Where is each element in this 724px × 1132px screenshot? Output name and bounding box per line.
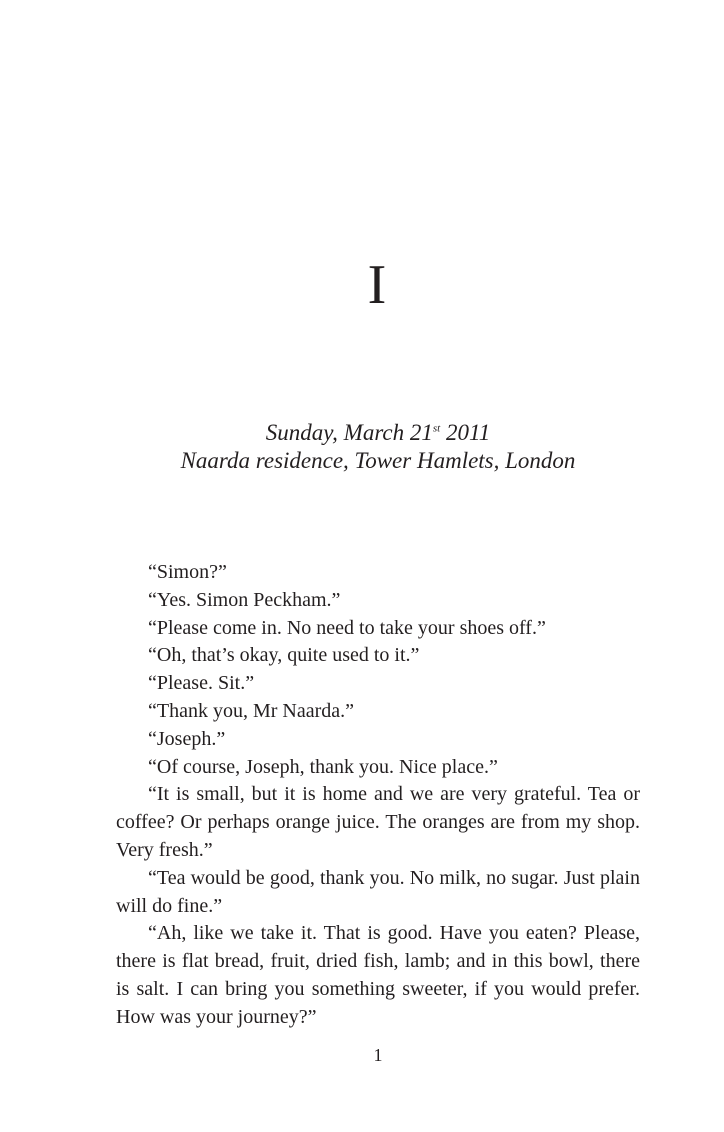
- paragraph: “Simon?”: [148, 561, 227, 583]
- paragraph: “Please. Sit.”: [148, 672, 255, 695]
- date-main: Sunday, March 21: [265, 420, 433, 445]
- page-number: 1: [373, 1045, 383, 1065]
- paragraph: “Ah, like we take it. That is good. Have you eaten? Please, there is flat bread, fruit, dried fish, lamb; and in this bowl, there is salt. I can bring you something sweeter, if you would prefer. How was your journey?”: [116, 922, 640, 1028]
- body-text: [116, 559, 640, 1032]
- paragraph: “It is small, but it is home and we are very grateful. Tea or coffee? Or perhaps orange juice. The oranges are from my shop. Very fresh.”: [116, 783, 640, 861]
- chapter-number: I: [367, 254, 387, 316]
- paragraph: “Joseph.”: [148, 727, 226, 750]
- location-line: Naarda residence, Tower Hamlets, London: [180, 448, 576, 473]
- paragraph: “Please come in. No need to take your shoes off.”: [148, 616, 546, 639]
- paragraph: “Of course, Joseph, thank you. Nice place.”: [148, 755, 498, 778]
- date-year: 2011: [440, 420, 491, 445]
- date-line: [0, 419, 724, 447]
- paragraph: “Yes. Simon Peckham.”: [148, 588, 341, 611]
- paragraph: “Tea would be good, thank you. No milk, no sugar. Just plain will do fine.”: [116, 866, 640, 917]
- date-ordinal-suffix: st: [432, 422, 441, 435]
- paragraph: “Thank you, Mr Naarda.”: [148, 699, 355, 722]
- chapter-heading: [0, 419, 724, 475]
- paragraph: “Oh, that’s okay, quite used to it.”: [148, 644, 420, 667]
